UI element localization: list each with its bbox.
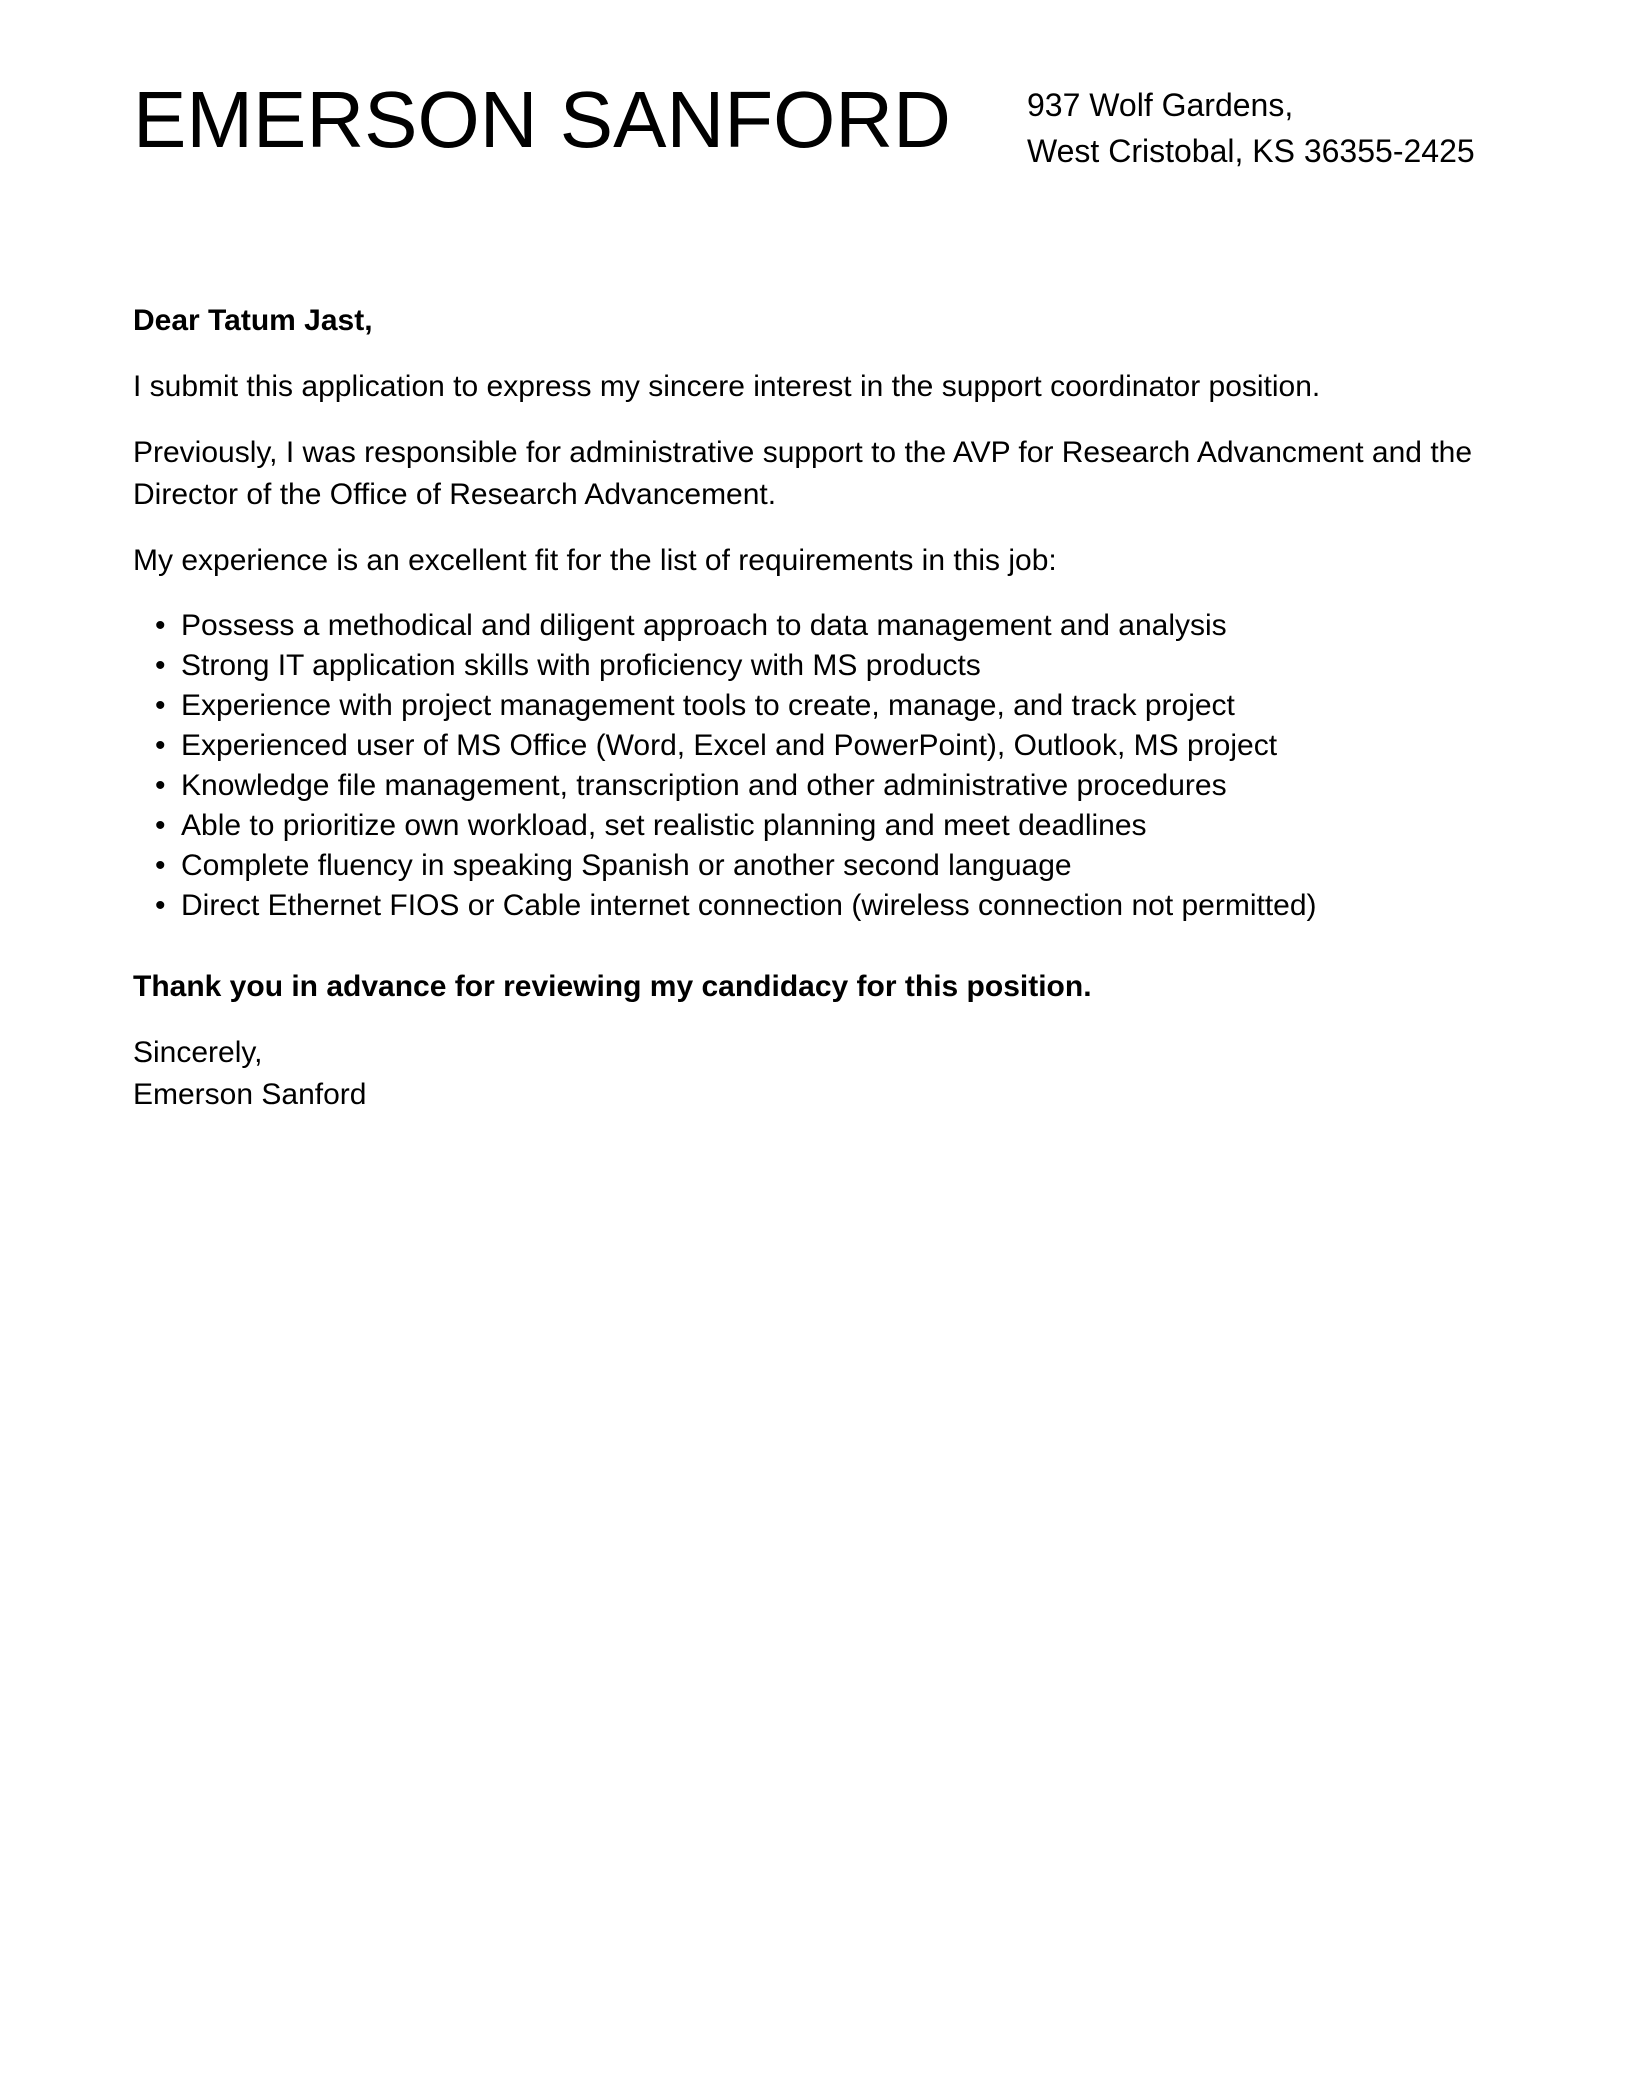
- requirement-text: Direct Ethernet FIOS or Cable internet connection (wireless connection not permitted): [181, 889, 1317, 922]
- signoff-text: Sincerely,: [133, 1036, 263, 1069]
- list-item: [155, 606, 1513, 646]
- list-item: [155, 686, 1513, 726]
- bullet-icon: •: [155, 729, 166, 762]
- address-line-2: West Cristobal, KS 36355-2425: [1027, 133, 1475, 169]
- requirement-text: Possess a methodical and diligent approach to data management and analysis: [181, 609, 1227, 642]
- list-item: [155, 646, 1513, 686]
- previous-experience-paragraph: Previously, I was responsible for administrative support to the AVP for Research Advancment and the Director of the Office of Research Advancement.: [133, 436, 1473, 511]
- salutation: Dear Tatum Jast,: [133, 304, 373, 337]
- bullet-icon: •: [155, 689, 166, 722]
- requirement-text: Knowledge file management, transcription and other administrative procedures: [181, 769, 1227, 802]
- bullet-icon: •: [155, 609, 166, 642]
- bullet-icon: •: [155, 649, 166, 682]
- applicant-name-heading: EMERSON SANFORD: [133, 75, 951, 164]
- requirement-text: Experienced user of MS Office (Word, Excel and PowerPoint), Outlook, MS project: [181, 729, 1278, 762]
- letter-body: [133, 300, 1513, 1116]
- list-item: [155, 726, 1513, 766]
- signoff-block: [133, 1032, 1513, 1116]
- signature-name: Emerson Sanford: [133, 1078, 367, 1111]
- address-block: [1027, 82, 1475, 174]
- closing-statement: Thank you in advance for reviewing my candidacy for this position.: [133, 970, 1092, 1003]
- list-item: [155, 806, 1513, 846]
- bullet-icon: •: [155, 849, 166, 882]
- intro-paragraph: I submit this application to express my sincere interest in the support coordinator position.: [133, 370, 1321, 403]
- list-item: [155, 886, 1513, 926]
- requirement-text: Complete fluency in speaking Spanish or another second language: [181, 849, 1072, 882]
- requirement-text: Experience with project management tools to create, manage, and track project: [181, 689, 1235, 722]
- requirement-text: Able to prioritize own workload, set realistic planning and meet deadlines: [181, 809, 1147, 842]
- list-item: [155, 846, 1513, 886]
- bullet-icon: •: [155, 769, 166, 802]
- bullet-icon: •: [155, 889, 166, 922]
- requirements-intro: My experience is an excellent fit for the list of requirements in this job:: [133, 544, 1057, 577]
- address-line-1: 937 Wolf Gardens,: [1027, 87, 1294, 123]
- requirements-list: [133, 606, 1513, 926]
- bullet-icon: •: [155, 809, 166, 842]
- requirement-text: Strong IT application skills with proficiency with MS products: [181, 649, 981, 682]
- list-item: [155, 766, 1513, 806]
